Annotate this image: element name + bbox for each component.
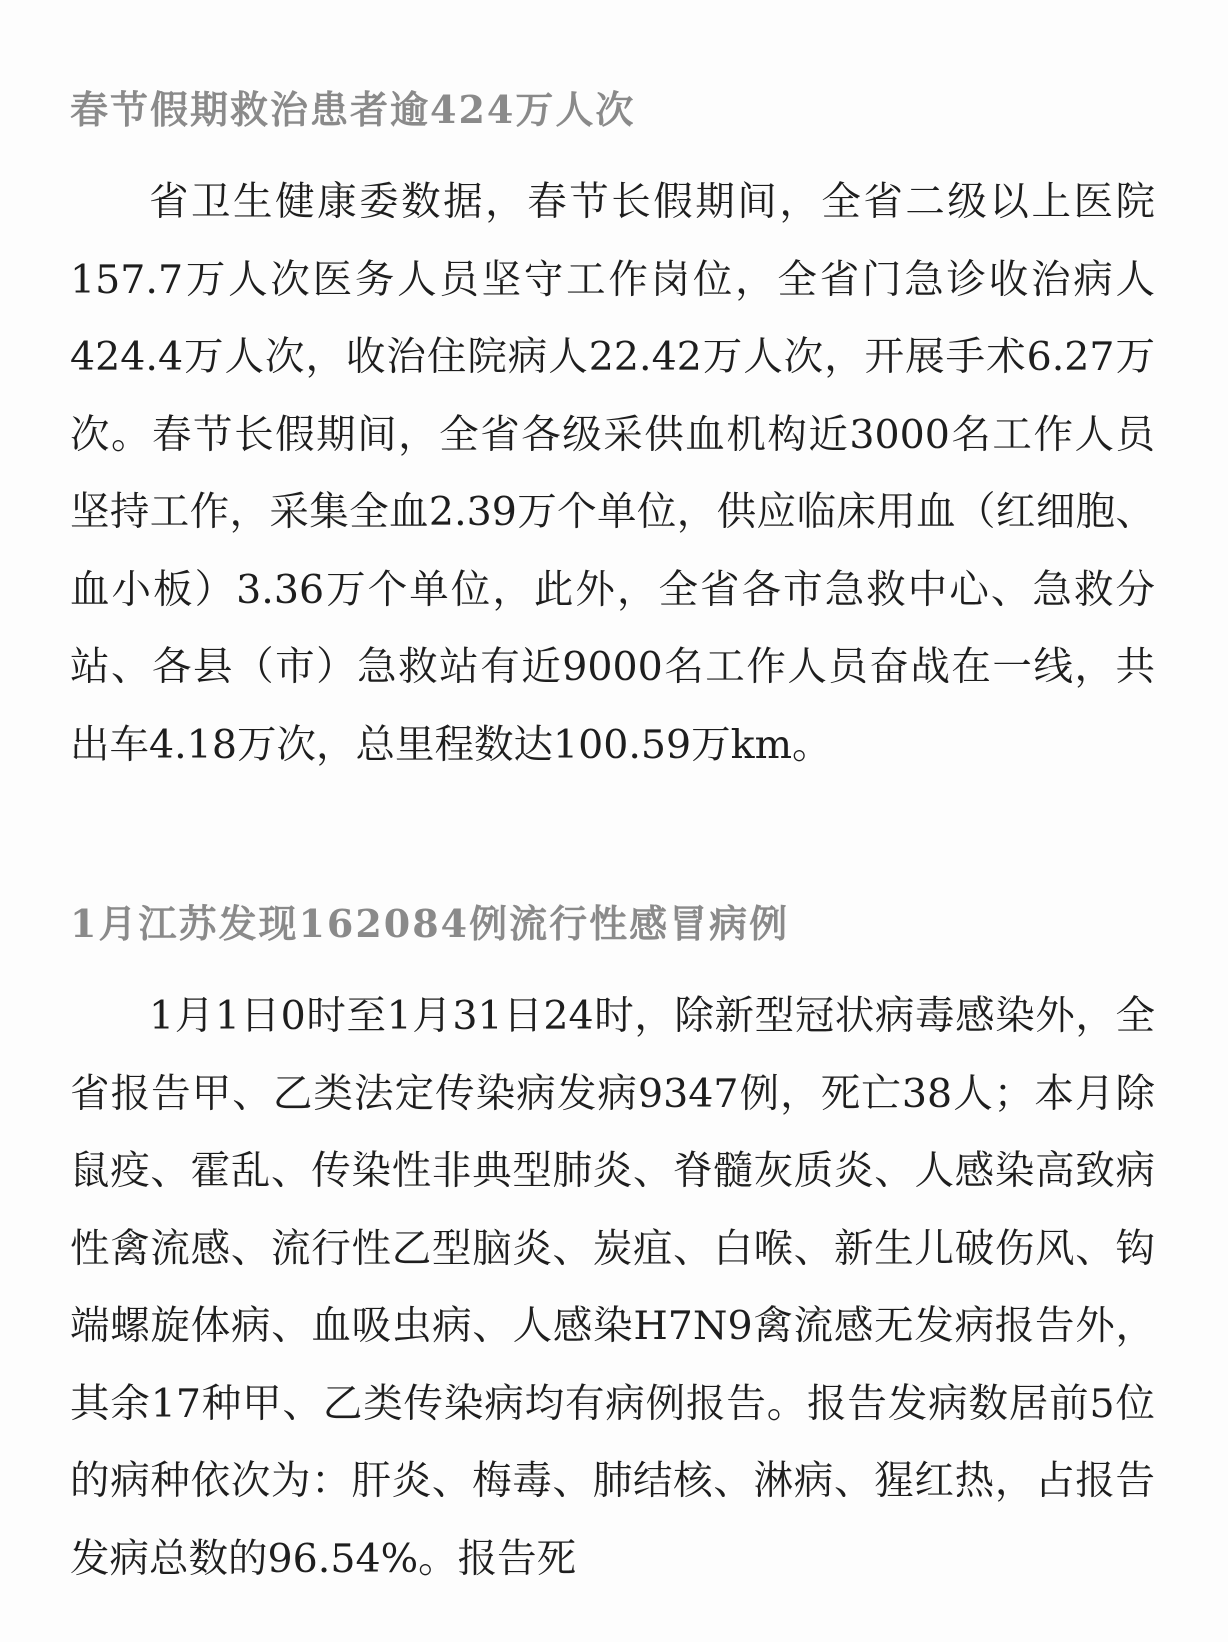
section-heading: 1月江苏发现162084例流行性感冒病例: [70, 901, 790, 946]
section-paragraph: 省卫生健康委数据，春节长假期间，全省二级以上医院157.7万人次医务人员坚守工作岗位，全省门急诊收治病人424.4万人次，收治住院病人22.42万人次，开展手术6.27万次。春节长假期间，全省各级采供血机构近3000名工作人员坚持工作，采集全血2.39万个单位，供应临床用血（红细胞、血小板）3.36万个单位，此外，全省各市急救中心、急救分站、各县（市）急救站有近9000名工作人员奋战在一线，共出车4.18万次，总里程数达100.59万km。: [70, 179, 1155, 768]
section-paragraph: 1月1日0时至1月31日24时，除新型冠状病毒感染外，全省报告甲、乙类法定传染病发病9347例，死亡38人；本月除鼠疫、霍乱、传染性非典型肺炎、脊髓灰质炎、人感染高致病性禽流感、流行性乙型脑炎、炭疽、白喉、新生儿破伤风、钩端螺旋体病、血吸虫病、人感染H7N9禽流感无发病报告外，其余17种甲、乙类传染病均有病例报告。报告发病数居前5位的病种依次为：肝炎、梅毒、肺结核、淋病、猩红热，占报告发病总数的96.54%。报告死: [70, 993, 1155, 1582]
news-section-influenza: [70, 900, 1155, 1598]
section-heading: 春节假期救治患者逾424万人次: [70, 87, 636, 132]
news-section-spring-festival: [70, 86, 1155, 784]
